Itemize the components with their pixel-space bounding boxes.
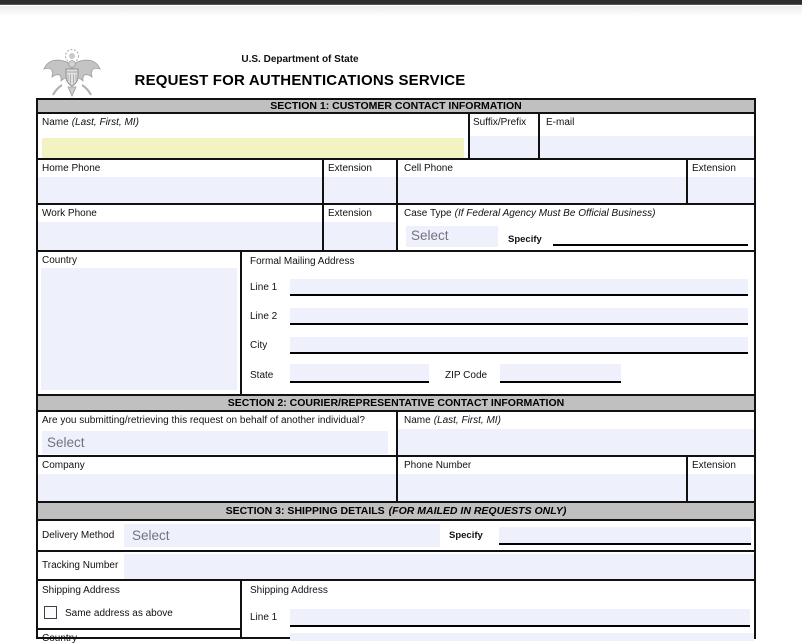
city-input[interactable] [290, 337, 748, 354]
cell-phone-input[interactable] [398, 177, 686, 203]
phone-number-label: Phone Number [404, 460, 472, 471]
line1-label: Line 1 [250, 282, 278, 293]
row-country-mailing-address [38, 252, 754, 396]
work-phone-label: Work Phone [42, 208, 97, 219]
line1-input[interactable] [290, 279, 748, 296]
case-type-specify-input[interactable] [553, 229, 748, 246]
state-label: State [250, 370, 274, 381]
cell-extension-input[interactable] [688, 177, 754, 203]
cell-phone-label: Cell Phone [404, 163, 453, 174]
same-address-checkbox[interactable] [44, 606, 57, 619]
cell-extension-cell [688, 160, 754, 203]
home-phone-input[interactable] [38, 177, 322, 203]
work-extension-input[interactable] [324, 222, 396, 250]
behalf-question-cell [38, 412, 398, 455]
city-label: City [250, 340, 268, 351]
row-behalf-name [38, 412, 754, 457]
mailing-address-label: Formal Mailing Address [250, 256, 355, 267]
shipping-line1-label: Line 1 [250, 612, 278, 623]
tracking-number-label: Tracking Number [42, 560, 119, 571]
delivery-method-cell [38, 521, 754, 550]
country-label: Country [42, 255, 78, 266]
work-phone-cell [38, 205, 324, 250]
line2-label: Line 2 [250, 311, 278, 322]
email-label: E-mail [546, 117, 575, 128]
company-label: Company [42, 460, 85, 471]
home-extension-cell [324, 160, 398, 203]
shipping-address-left-cell [38, 581, 242, 644]
suffix-prefix-label: Suffix/Prefix [473, 117, 527, 128]
work-phone-input[interactable] [38, 222, 322, 250]
delivery-specify-label: Specify [449, 530, 483, 541]
home-phone-label: Home Phone [42, 163, 101, 174]
shipping-line2-input[interactable] [290, 633, 754, 641]
section3-header: SECTION 3: SHIPPING DETAILS (FOR MAILED IN REQUESTS ONLY) [38, 503, 754, 521]
delivery-method-select[interactable]: Select [124, 524, 440, 547]
case-type-label: Case Type (If Federal Agency Must Be Official Business) [404, 208, 656, 219]
row-work-phone-case-type [38, 205, 754, 252]
email-input[interactable] [540, 136, 754, 158]
same-address-label: Same address as above [65, 608, 173, 619]
line2-input[interactable] [290, 308, 748, 325]
company-cell [38, 457, 398, 501]
work-extension-label: Extension [328, 208, 372, 219]
rep-extension-cell [688, 457, 754, 501]
mailing-address-cell [242, 252, 754, 394]
row-company-phone [38, 457, 754, 503]
delivery-specify-input[interactable] [499, 527, 751, 545]
phone-number-cell [398, 457, 688, 501]
case-type-specify-label: Specify [508, 234, 542, 245]
page-top-shadow [0, 6, 802, 16]
authentications-form [36, 98, 756, 644]
work-extension-cell [324, 205, 398, 250]
shipping-address-col-label: Shipping Address [250, 585, 328, 596]
name-cell [38, 114, 470, 158]
state-input[interactable] [290, 364, 429, 383]
agency-name: U.S. Department of State [241, 54, 359, 65]
zip-code-label: ZIP Code [445, 370, 488, 381]
behalf-question-label: Are you submitting/retrieving this request on behalf of another individual? [42, 415, 365, 426]
company-input[interactable] [38, 474, 396, 501]
home-extension-input[interactable] [324, 177, 396, 203]
row-shipping-address [38, 581, 754, 644]
shipping-line1-input[interactable] [290, 609, 750, 627]
representative-name-label: Name (Last, First, MI) [404, 415, 501, 426]
email-cell [540, 114, 754, 158]
row-home-cell-phone [38, 160, 754, 205]
representative-name-input[interactable] [398, 429, 754, 455]
suffix-prefix-input[interactable] [470, 136, 538, 158]
section1-header: SECTION 1: CUSTOMER CONTACT INFORMATION [38, 100, 754, 114]
country-cell [38, 252, 242, 394]
delivery-method-label: Delivery Method [42, 530, 115, 541]
row-delivery-method [38, 521, 754, 552]
suffix-prefix-cell [470, 114, 540, 158]
shipping-country-label: Country [42, 633, 78, 644]
tracking-number-input[interactable] [124, 554, 754, 579]
name-input[interactable] [42, 138, 464, 158]
rep-extension-input[interactable] [688, 474, 754, 501]
country-input[interactable] [41, 268, 237, 390]
behalf-select[interactable]: Select [42, 431, 388, 454]
row-tracking-number [38, 552, 754, 581]
case-type-cell [398, 205, 754, 250]
row-name [38, 114, 754, 160]
tracking-number-cell [38, 552, 754, 579]
representative-name-cell [398, 412, 754, 455]
section2-header: SECTION 2: COURIER/REPRESENTATIVE CONTACT INFORMATION [38, 396, 754, 412]
shipping-subrow-divider [38, 628, 240, 630]
window-top-bar [0, 0, 802, 5]
shipping-address-label: Shipping Address [42, 585, 120, 596]
phone-number-input[interactable] [398, 474, 686, 501]
home-phone-cell [38, 160, 324, 203]
case-type-select[interactable]: Select [406, 226, 498, 247]
name-label: Name (Last, First, MI) [42, 117, 139, 128]
form-title: REQUEST FOR AUTHENTICATIONS SERVICE [134, 72, 466, 89]
shipping-address-right-cell [242, 581, 754, 637]
cell-extension-label: Extension [692, 163, 736, 174]
rep-extension-label: Extension [692, 460, 736, 471]
zip-code-input[interactable] [500, 364, 621, 383]
cell-phone-cell [398, 160, 688, 203]
home-extension-label: Extension [328, 163, 372, 174]
